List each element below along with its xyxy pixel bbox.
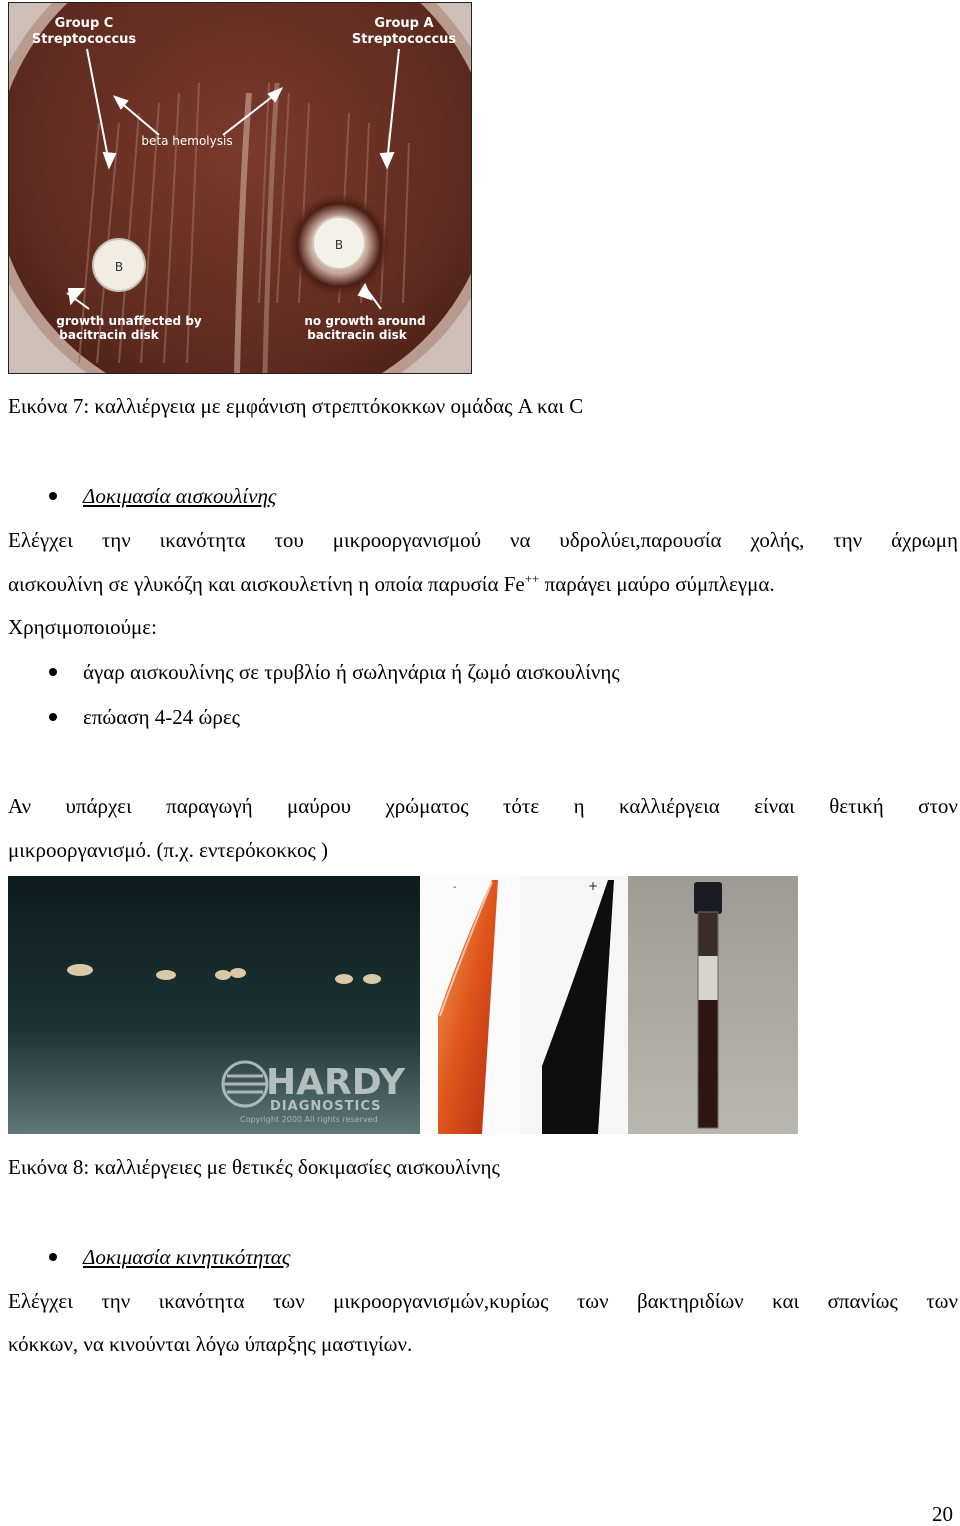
word: καλλιέργεια	[618, 794, 720, 818]
paragraph-result-line1	[8, 794, 958, 818]
label-group-a-line2: Streptococcus	[351, 32, 457, 47]
word: στον	[918, 794, 958, 818]
tube-label-negative: -	[453, 882, 457, 893]
hardy-watermark-copyright: Copyright 2000 All rights reserved	[240, 1115, 378, 1124]
word: σπανίως	[827, 1289, 898, 1313]
label-beta-hemolysis: beta hemolysis	[141, 134, 233, 148]
word: χολής,	[750, 528, 805, 552]
text-segment: παράγει μαύρο σύμπλεγμα.	[539, 572, 775, 596]
word: των	[576, 1289, 609, 1313]
word: μικροοργανισμών,κυρίως	[333, 1289, 549, 1313]
petri-dish-illustration	[9, 3, 471, 373]
esculin-test-photos	[8, 876, 798, 1134]
disk-right-letter: B	[334, 238, 344, 252]
label-group-c-line2: Streptococcus	[31, 32, 137, 47]
section-heading-esculin: Δοκιμασία αισκουλίνης	[83, 484, 277, 508]
label-no-growth-line2: bacitracin disk	[307, 328, 407, 342]
superscript-charge: ++	[524, 571, 540, 586]
word: των	[926, 1289, 958, 1313]
bullet-dot	[49, 492, 57, 500]
section-heading-motility: Δοκιμασία κινητικότητας	[83, 1245, 291, 1269]
paragraph-esculin-line3: Χρησιμοποιούμε:	[8, 615, 157, 639]
label-group-c-line1: Group C	[54, 16, 114, 31]
word: μικροοργανισμού	[332, 528, 482, 552]
paragraph-esculin-line1	[8, 528, 958, 552]
list-item: άγαρ αισκουλίνης σε τρυβλίο ή σωληνάρια ή ζωμό αισκουλίνης	[83, 660, 620, 684]
paragraph-motility-line2: κόκκων, να κινούνται λόγω ύπαρξης μαστιγίων.	[8, 1332, 413, 1356]
word: Ελέγχει	[8, 528, 73, 552]
word: Αν	[8, 794, 32, 818]
word: την	[833, 528, 863, 552]
bullet-dot	[49, 713, 57, 721]
word: παραγωγή	[166, 794, 253, 818]
word: υδρολύει,παρουσία	[559, 528, 722, 552]
word: είναι	[754, 794, 795, 818]
word: του	[274, 528, 304, 552]
bullet-dot	[49, 668, 57, 676]
word: να	[509, 528, 531, 552]
list-item: επώαση 4-24 ώρες	[83, 705, 240, 729]
text-segment: αισκουλίνη σε γλυκόζη και αισκουλετίνη η οποία παρυσία Fe	[8, 572, 525, 596]
hardy-watermark-sub: DIAGNOSTICS	[270, 1099, 382, 1114]
figure-8-caption: Εικόνα 8: καλλιέργειες με θετικές δοκιμασίες αισκουλίνης	[8, 1155, 500, 1179]
figure-7-image	[8, 2, 472, 374]
paragraph-motility-line1	[8, 1289, 958, 1313]
page-number: 20	[932, 1502, 953, 1526]
word: τότε	[502, 794, 540, 818]
label-group-a-line1: Group A	[374, 16, 434, 31]
word: υπάρχει	[65, 794, 132, 818]
word: των	[272, 1289, 305, 1313]
word: χρώματος	[385, 794, 469, 818]
word: θετική	[829, 794, 884, 818]
label-growth-unaffected-line2: bacitracin disk	[59, 328, 159, 342]
word: άχρωμη	[891, 528, 958, 552]
disk-left-letter: B	[114, 260, 124, 274]
label-growth-unaffected-line1: growth unaffected by	[56, 314, 202, 328]
word: μαύρου	[287, 794, 352, 818]
label-no-growth-line1: no growth around	[304, 314, 426, 328]
word: την	[101, 1289, 131, 1313]
bullet-dot	[49, 1253, 57, 1261]
word: την	[101, 528, 131, 552]
paragraph-result-line2: μικροοργανισμό. (π.χ. εντερόκοκκος )	[8, 838, 329, 862]
word: η	[573, 794, 585, 818]
word: Ελέγχει	[8, 1289, 73, 1313]
tube-label-positive: +	[588, 879, 599, 893]
word: βακτηριδίων	[637, 1289, 744, 1313]
word: ικανότητα	[159, 528, 246, 552]
figure-7-caption: Εικόνα 7: καλλιέργεια με εμφάνιση στρεπτόκοκκων ομάδας A και C	[8, 394, 584, 418]
hardy-watermark: HARDY	[266, 1062, 406, 1103]
word: ικανότητα	[158, 1289, 245, 1313]
word: και	[772, 1289, 800, 1313]
paragraph-esculin-line2	[8, 572, 775, 596]
figure-8-image	[8, 876, 798, 1134]
